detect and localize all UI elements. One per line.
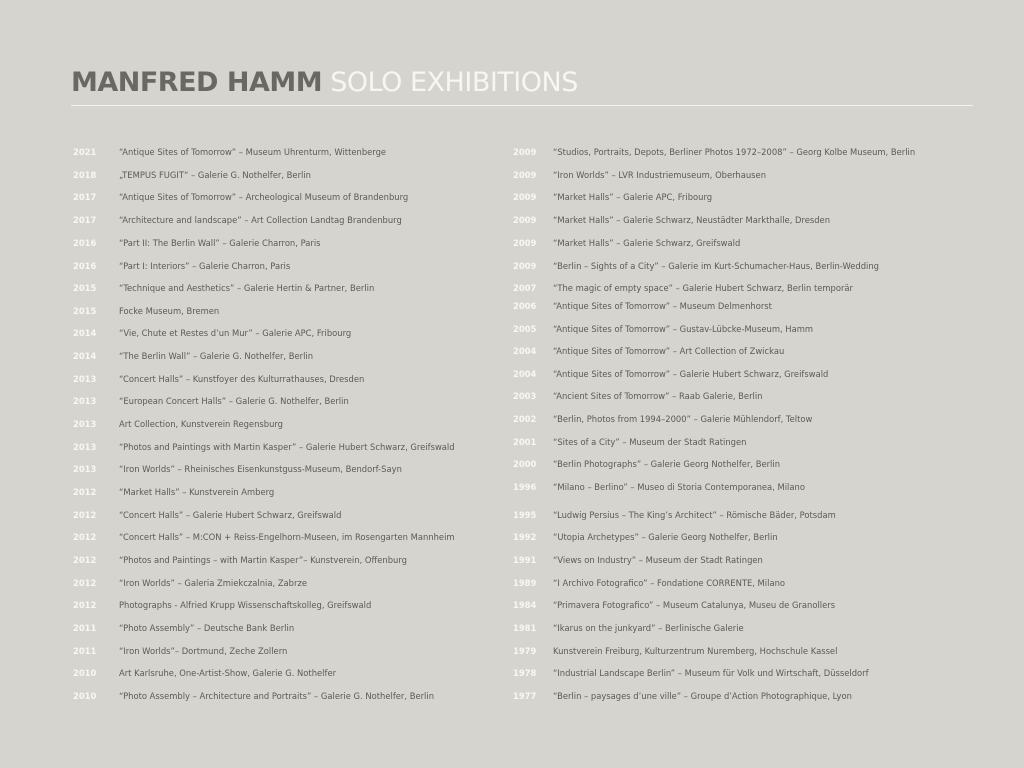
exhibition-year: 2012 — [73, 555, 97, 565]
exhibition-year: 1991 — [513, 555, 537, 565]
exhibition-year: 2014 — [73, 351, 97, 361]
exhibition-year: 2017 — [73, 215, 97, 225]
exhibition-year: 2009 — [513, 215, 537, 225]
exhibition-description: “Berlin – Sights of a City” – Galerie im Kurt-Schumacher-Haus, Berlin-Wedding — [553, 261, 879, 271]
exhibition-description: “The Berlin Wall” – Galerie G. Nothelfer, Berlin — [119, 351, 314, 361]
exhibition-description: “Part I: Interiors” – Galerie Charron, Paris — [119, 261, 291, 271]
exhibition-description: “Antique Sites of Tomorrow” – Galerie Hubert Schwarz, Greifswald — [553, 369, 829, 379]
exhibition-year: 2002 — [513, 414, 537, 424]
exhibition-year: 2010 — [73, 691, 97, 701]
exhibition-year: 2012 — [73, 510, 97, 520]
exhibition-description: “Market Halls” – Kunstverein Amberg — [119, 487, 275, 497]
exhibition-description: Kunstverein Freiburg, Kulturzentrum Nuremberg, Hochschule Kassel — [553, 646, 838, 656]
exhibition-year: 2009 — [513, 170, 537, 180]
exhibition-description: “Utopia Archetypes” – Galerie Georg Nothelfer, Berlin — [553, 532, 778, 542]
exhibition-description: “Antique Sites of Tomorrow” – Gustav-Lübcke-Museum, Hamm — [553, 324, 814, 334]
exhibition-description: Art Collection, Kunstverein Regensburg — [119, 419, 283, 429]
title-divider — [71, 105, 973, 106]
exhibition-description: “Ikarus on the junkyard” – Berlinische Galerie — [553, 623, 744, 633]
exhibition-year: 2013 — [73, 396, 97, 406]
exhibition-year: 2011 — [73, 623, 97, 633]
exhibition-year: 1989 — [513, 578, 537, 588]
exhibition-description: “European Concert Halls” – Galerie G. Nothelfer, Berlin — [119, 396, 349, 406]
exhibition-year: 1995 — [513, 510, 537, 520]
exhibition-year: 2013 — [73, 442, 97, 452]
exhibition-year: 2009 — [513, 238, 537, 248]
exhibition-description: “Photo Assembly – Architecture and Portraits” – Galerie G. Nothelfer, Berlin — [119, 691, 434, 701]
exhibition-description: “Berlin – paysages d’une ville” – Groupe d’Action Photographique, Lyon — [553, 691, 852, 701]
exhibition-description: Art Karlsruhe, One-Artist-Show, Galerie G. Nothelfer — [119, 668, 337, 678]
exhibition-description: “Market Halls” – Galerie Schwarz, Greifswald — [553, 238, 741, 248]
exhibition-description: “Ludwig Persius – The King’s Architect” – Römische Bäder, Potsdam — [553, 510, 836, 520]
exhibition-year: 2009 — [513, 261, 537, 271]
exhibition-description: “Concert Halls” – M:CON + Reiss-Engelhorn-Museen, im Rosengarten Mannheim — [119, 532, 455, 542]
exhibition-description: “Primavera Fotografico” – Museum Catalunya, Museu de Granollers — [553, 600, 836, 610]
exhibition-year: 2021 — [73, 147, 97, 157]
exhibition-year: 2016 — [73, 238, 97, 248]
exhibition-description: “Photos and Paintings with Martin Kasper” – Galerie Hubert Schwarz, Greifswald — [119, 442, 455, 452]
exhibition-description: “Photos and Paintings – with Martin Kasper”– Kunstverein, Offenburg — [119, 555, 407, 565]
page-title — [71, 66, 578, 100]
exhibition-year: 2012 — [73, 532, 97, 542]
exhibition-description: “Berlin, Photos from 1994–2000” – Galerie Mühlendorf, Teltow — [553, 414, 813, 424]
exhibition-description: “Part II: The Berlin Wall” – Galerie Charron, Paris — [119, 238, 321, 248]
exhibition-description: “Milano – Berlino” – Museo di Storia Contemporanea, Milano — [553, 482, 805, 492]
exhibition-year: 2013 — [73, 419, 97, 429]
exhibition-year: 1978 — [513, 668, 537, 678]
exhibition-description: “Berlin Photographs” – Galerie Georg Nothelfer, Berlin — [553, 459, 781, 469]
exhibition-description: Photographs - Alfried Krupp Wissenschaftskolleg, Greifswald — [119, 600, 372, 610]
exhibition-description: “Iron Worlds” – LVR Industriemuseum, Oberhausen — [553, 170, 767, 180]
exhibition-description: “Market Halls” – Galerie APC, Fribourg — [553, 192, 713, 202]
exhibition-year: 1996 — [513, 482, 537, 492]
exhibition-description: “I Archivo Fotografico” – Fondatione CORRENTE, Milano — [553, 578, 786, 588]
exhibition-description: “Industrial Landscape Berlin” – Museum für Volk und Wirtschaft, Düsseldorf — [553, 668, 869, 678]
exhibition-year: 2005 — [513, 324, 537, 334]
exhibition-description: “Antique Sites of Tomorrow” – Museum Delmenhorst — [553, 301, 772, 311]
exhibition-description: „TEMPUS FUGIT“ – Galerie G. Nothelfer, Berlin — [119, 170, 311, 180]
exhibition-year: 2001 — [513, 437, 537, 447]
artist-name: MANFRED HAMM — [71, 67, 323, 98]
exhibition-year: 2012 — [73, 600, 97, 610]
exhibition-description: “Iron Worlds” – Galeria Zmiekczalnia, Zabrze — [119, 578, 307, 588]
exhibition-year: 2006 — [513, 301, 537, 311]
exhibition-description: “Studios, Portraits, Depots, Berliner Photos 1972–2008” – Georg Kolbe Museum, Berlin — [553, 147, 916, 157]
exhibition-description: “Technique and Aesthetics” – Galerie Hertin & Partner, Berlin — [119, 283, 375, 293]
exhibition-description: “Ancient Sites of Tomorrow” – Raab Galerie, Berlin — [553, 391, 763, 401]
exhibition-year: 1981 — [513, 623, 537, 633]
exhibition-year: 2012 — [73, 578, 97, 588]
exhibition-description: “Vie, Chute et Restes d’un Mur” – Galerie APC, Fribourg — [119, 328, 352, 338]
exhibition-year: 2011 — [73, 646, 97, 656]
exhibition-description: “Antique Sites of Tomorrow” – Museum Uhrenturm, Wittenberge — [119, 147, 387, 157]
exhibition-year: 2018 — [73, 170, 97, 180]
exhibition-description: “Iron Worlds” – Rheinisches Eisenkunstguss-Museum, Bendorf-Sayn — [119, 464, 402, 474]
exhibition-description: “Concert Halls” – Kunstfoyer des Kulturrathauses, Dresden — [119, 374, 365, 384]
exhibition-description: “Antique Sites of Tomorrow” – Art Collection of Zwickau — [553, 346, 785, 356]
exhibition-description: “Antique Sites of Tomorrow” – Archeological Museum of Brandenburg — [119, 192, 409, 202]
exhibition-description: “Architecture and landscape” – Art Collection Landtag Brandenburg — [119, 215, 402, 225]
exhibition-year: 2007 — [513, 283, 537, 293]
exhibition-year: 1992 — [513, 532, 537, 542]
exhibition-year: 2004 — [513, 369, 537, 379]
exhibition-year: 2017 — [73, 192, 97, 202]
exhibition-year: 2000 — [513, 459, 537, 469]
exhibition-description: “Views on Industry” – Museum der Stadt Ratingen — [553, 555, 763, 565]
exhibition-description: “Iron Worlds”– Dortmund, Zeche Zollern — [119, 646, 288, 656]
exhibition-year: 2015 — [73, 306, 97, 316]
exhibition-year: 2015 — [73, 283, 97, 293]
exhibition-description: “Sites of a City” – Museum der Stadt Ratingen — [553, 437, 747, 447]
exhibition-year: 1979 — [513, 646, 537, 656]
exhibition-description: “Photo Assembly” – Deutsche Bank Berlin — [119, 623, 295, 633]
exhibition-year: 2014 — [73, 328, 97, 338]
exhibition-year: 1977 — [513, 691, 537, 701]
exhibition-year: 2012 — [73, 487, 97, 497]
exhibition-year: 2003 — [513, 391, 537, 401]
title-subtitle: SOLO EXHIBITIONS — [330, 67, 578, 98]
exhibition-year: 2004 — [513, 346, 537, 356]
exhibition-year: 2016 — [73, 261, 97, 271]
exhibition-year: 2013 — [73, 374, 97, 384]
exhibition-description: “Market Halls” – Galerie Schwarz, Neustädter Markthalle, Dresden — [553, 215, 831, 225]
exhibition-description: “Concert Halls” – Galerie Hubert Schwarz, Greifswald — [119, 510, 342, 520]
exhibition-description: “The magic of empty space” – Galerie Hubert Schwarz, Berlin temporär — [553, 283, 854, 293]
exhibition-year: 2009 — [513, 192, 537, 202]
exhibition-year: 1984 — [513, 600, 537, 610]
exhibition-year: 2010 — [73, 668, 97, 678]
exhibition-year: 2013 — [73, 464, 97, 474]
exhibition-year: 2009 — [513, 147, 537, 157]
exhibition-description: Focke Museum, Bremen — [119, 306, 220, 316]
